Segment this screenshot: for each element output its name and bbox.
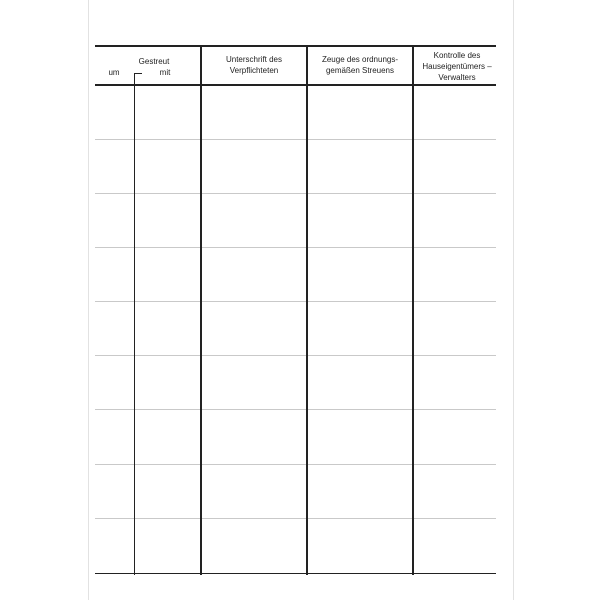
row-separator — [95, 247, 496, 248]
row-separator — [95, 409, 496, 410]
header-um — [104, 67, 124, 78]
header-gestreut-label: Gestreut — [138, 57, 170, 66]
header-unterschrift-line-1: Unterschrift des — [225, 55, 283, 64]
header-bottom-border — [95, 84, 496, 86]
row-separator — [95, 193, 496, 194]
header-kontrolle — [414, 50, 500, 83]
header-kontrolle-line-2: Hauseigentümers – — [422, 62, 492, 71]
form-page — [88, 0, 514, 600]
table-bottom-border — [95, 573, 496, 574]
row-separator — [95, 355, 496, 356]
table-top-border — [95, 45, 496, 47]
row-separator — [95, 518, 496, 519]
column-divider-um-mit — [134, 73, 135, 575]
header-mit — [155, 67, 175, 78]
header-zeuge-line-2: gemäßen Streuens — [325, 66, 395, 75]
row-separator — [95, 139, 496, 140]
header-gestreut — [134, 56, 174, 67]
um-mit-tick — [134, 73, 142, 74]
column-divider-zeuge — [306, 45, 308, 575]
header-kontrolle-line-1: Kontrolle des — [433, 51, 481, 60]
header-mit-label: mit — [159, 68, 171, 77]
header-unterschrift — [202, 54, 306, 76]
header-zeuge-line-1: Zeuge des ordnungs- — [321, 55, 399, 64]
header-unterschrift-line-2: Verpflichteten — [229, 66, 279, 75]
header-kontrolle-line-3: Verwalters — [438, 73, 476, 82]
column-divider-unterschrift — [200, 45, 202, 575]
header-um-label: um — [108, 68, 120, 77]
row-separator — [95, 464, 496, 465]
header-zeuge — [308, 54, 412, 76]
row-separator — [95, 301, 496, 302]
column-divider-kontrolle — [412, 45, 414, 575]
